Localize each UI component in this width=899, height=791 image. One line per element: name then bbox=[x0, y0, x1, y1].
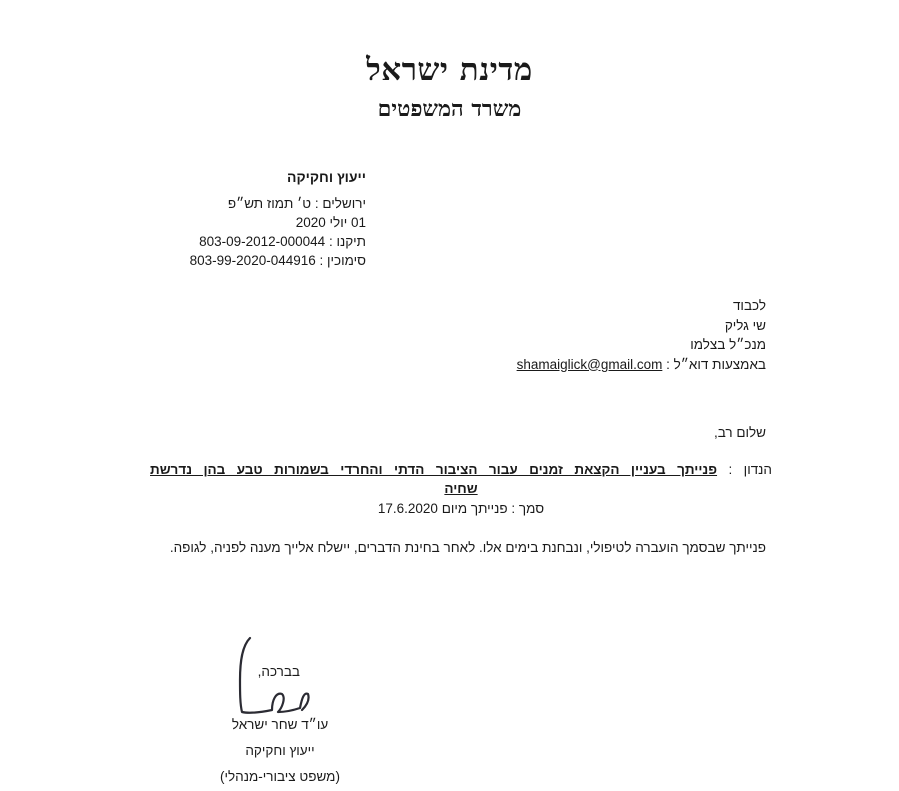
letter-header bbox=[136, 168, 366, 270]
file-number-label: תיקנו : bbox=[328, 234, 366, 249]
subject-line bbox=[150, 460, 772, 479]
subject-text: פנייתך בעניין הקצאת זמנים עבור הציבור הדתי והחרדי בשמורות טבע בהן נדרשת bbox=[150, 462, 718, 477]
gregorian-date: 01 יולי 2020 bbox=[295, 215, 366, 230]
signature-block bbox=[200, 712, 360, 790]
hebrew-date: ירושלים : ט׳ תמוז תש״פ bbox=[227, 196, 366, 211]
department-title: ייעוץ וחקיקה bbox=[287, 169, 366, 185]
greeting: שלום רב, bbox=[713, 425, 766, 440]
reference-number: 803-99-2020-044916 bbox=[189, 253, 316, 268]
body-paragraph: פנייתך שבסמך הועברה לטיפולי, ונבחנת בימים אלו. לאחר בחינת הדברים, יישלח אלייך מענה לפניה, לגופה. bbox=[169, 540, 766, 555]
closing-greeting-text: בברכה, bbox=[257, 664, 300, 679]
recipient-email-line bbox=[517, 355, 766, 375]
subject-reference: סמך : פנייתך מיום 17.6.2020 bbox=[377, 501, 545, 516]
file-number: 803-09-2012-000044 bbox=[199, 234, 326, 249]
signer-unit: (משפט ציבורי-מנהלי) bbox=[220, 769, 340, 784]
signer-department: ייעוץ וחקיקה bbox=[245, 743, 315, 758]
recipient-title: מנכ״ל בצלמו bbox=[690, 337, 766, 352]
recipient-block bbox=[517, 296, 766, 374]
file-number-line bbox=[136, 232, 366, 251]
letterhead-subtitle: משרד המשפטים bbox=[377, 96, 522, 122]
closing-greeting bbox=[200, 664, 350, 679]
letterhead-title: מדינת ישראל bbox=[366, 52, 533, 88]
subject-label: הנדון : bbox=[728, 462, 772, 477]
recipient-name: שי גליק bbox=[724, 317, 766, 333]
subject-block bbox=[150, 460, 772, 518]
recipient-salutation: לכבוד bbox=[732, 298, 766, 313]
signer-name: עו״ד שחר ישראל bbox=[231, 717, 329, 732]
email-via-label: באמצעות דוא״ל : bbox=[666, 356, 766, 372]
recipient-email-link[interactable]: shamaiglick@gmail.com bbox=[516, 356, 663, 372]
reference-number-label: סימוכין : bbox=[319, 253, 366, 268]
subject-text-continuation: שחיה bbox=[444, 481, 478, 496]
reference-number-line bbox=[136, 251, 366, 270]
